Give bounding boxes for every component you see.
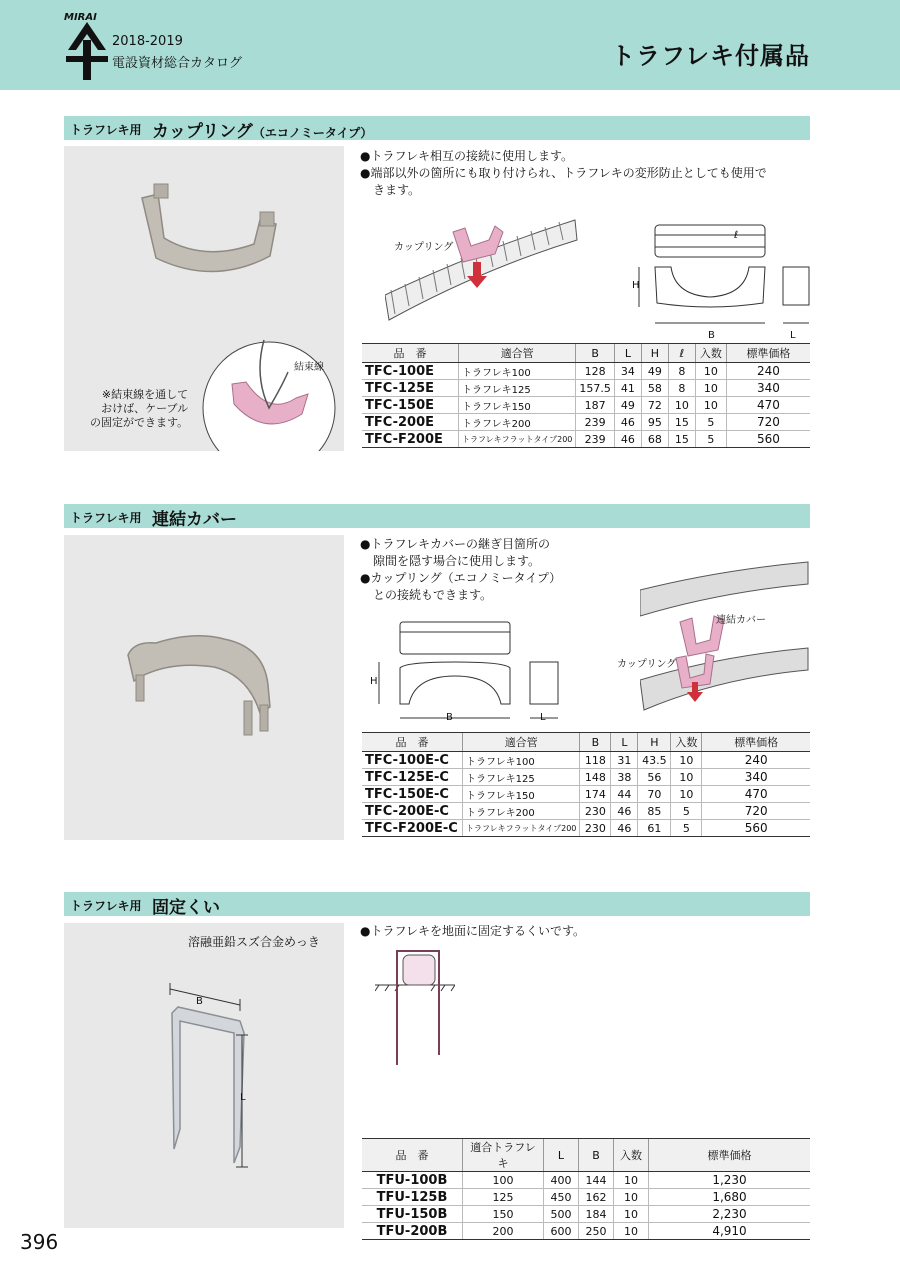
coupling-note: ※結束線を通して おけば、ケーブル の固定ができます。 [90,388,189,429]
table-header-row: 品 番 適合管 B L H ℓ 入数 標準価格 [362,344,810,363]
section-title: 連結カバー [152,510,237,530]
table-header-row: 品 番 適合管 B L H 入数 標準価格 [362,733,810,752]
table-row: TFC-125E-C トラフレキ125 148 38 56 10 340 [362,769,810,786]
dim-l-label: L [240,1092,246,1103]
table-row: TFC-F200E-C トラフレキフラットタイプ200 230 46 61 5 560 [362,820,810,837]
table-row: TFC-150E トラフレキ150 187 49 72 10 10 470 [362,397,810,414]
table-row: TFC-200E-C トラフレキ200 230 46 85 5 720 [362,803,810,820]
section-title: カップリング（エコノミータイプ） [152,122,373,142]
binding-wire-label: 結束線 [294,362,324,373]
coupling-callout-label: カップリング [394,242,454,253]
dim-ell-label: ℓ [734,230,739,241]
table-row: TFC-125E トラフレキ125 157.5 41 58 8 10 340 [362,380,810,397]
coupling-spec-table [362,343,810,448]
coupling-dimension-drawing [625,215,815,340]
coupling-callout-label: カップリング [617,659,677,670]
section-header-cover [64,504,810,528]
cover-install-diagram [640,560,810,725]
cover-spec-table [362,732,810,837]
catalog-name: 電設資材総合カタログ [112,56,243,71]
section-prefix: トラフレキ用 [70,899,142,913]
plating-note: 溶融亜鉛スズ合金めっき [188,935,320,949]
stake-description: ●トラフレキを地面に固定するくいです。 [360,924,586,938]
cover-description: ●トラフレキカバーの継ぎ目箇所の 隙間を隠す場合に使用します。 ●カップリング（エコノミータイプ） との接続もできます。 [360,537,562,602]
table-row: TFU-125B 125 450 162 10 1,680 [362,1189,810,1206]
table-row: TFC-100E トラフレキ100 128 34 49 8 10 240 [362,363,810,380]
section-prefix: トラフレキ用 [70,511,142,525]
table-row: TFC-100E-C トラフレキ100 118 31 43.5 10 240 [362,752,810,769]
page-title: トラフレキ付属品 [610,42,810,70]
table-row: TFU-100B 100 400 144 10 1,230 [362,1172,810,1189]
page-header [0,0,900,90]
stake-spec-table [362,1138,810,1240]
dim-h-label: H [370,676,378,687]
table-row: TFU-150B 150 500 184 10 2,230 [362,1206,810,1223]
table-row: TFC-200E トラフレキ200 239 46 95 15 5 720 [362,414,810,431]
stake-photo [64,923,344,1228]
cover-product-image [64,535,344,840]
dim-h-label: H [632,280,640,291]
section-prefix: トラフレキ用 [70,123,142,137]
table-row: TFC-F200E トラフレキフラットタイプ200 239 46 68 15 5 560 [362,431,810,448]
section-title: 固定くい [152,898,220,918]
page-number: 396 [20,1230,59,1254]
dim-l-label: L [540,712,546,723]
table-header-row: 品 番 適合トラフレキ L B 入数 標準価格 [362,1139,810,1172]
cover-callout-label: 連結カバー [716,615,766,626]
dim-b-label: B [196,996,203,1007]
coupling-description: ●トラフレキ相互の接続に使用します。 ●端部以外の箇所にも取り付けられ、トラフレキの変形防止としても使用で きます。 [360,149,767,197]
section-header-coupling [64,116,810,140]
dim-b-label: B [446,712,453,723]
brand-name: MIRAI [64,12,97,23]
mirai-logo-icon [62,16,112,80]
catalog-year: 2018-2019 [112,34,183,49]
cover-photo [64,535,344,840]
section-header-stake [64,892,810,916]
coupling-install-diagram [385,210,580,335]
table-row: TFC-150E-C トラフレキ150 174 44 70 10 470 [362,786,810,803]
dim-l-label: L [790,330,796,341]
stake-usage-diagram [375,945,455,1070]
dim-b-label: B [708,330,715,341]
stake-product-image [64,923,344,1228]
table-row: TFU-200B 200 600 250 10 4,910 [362,1223,810,1240]
